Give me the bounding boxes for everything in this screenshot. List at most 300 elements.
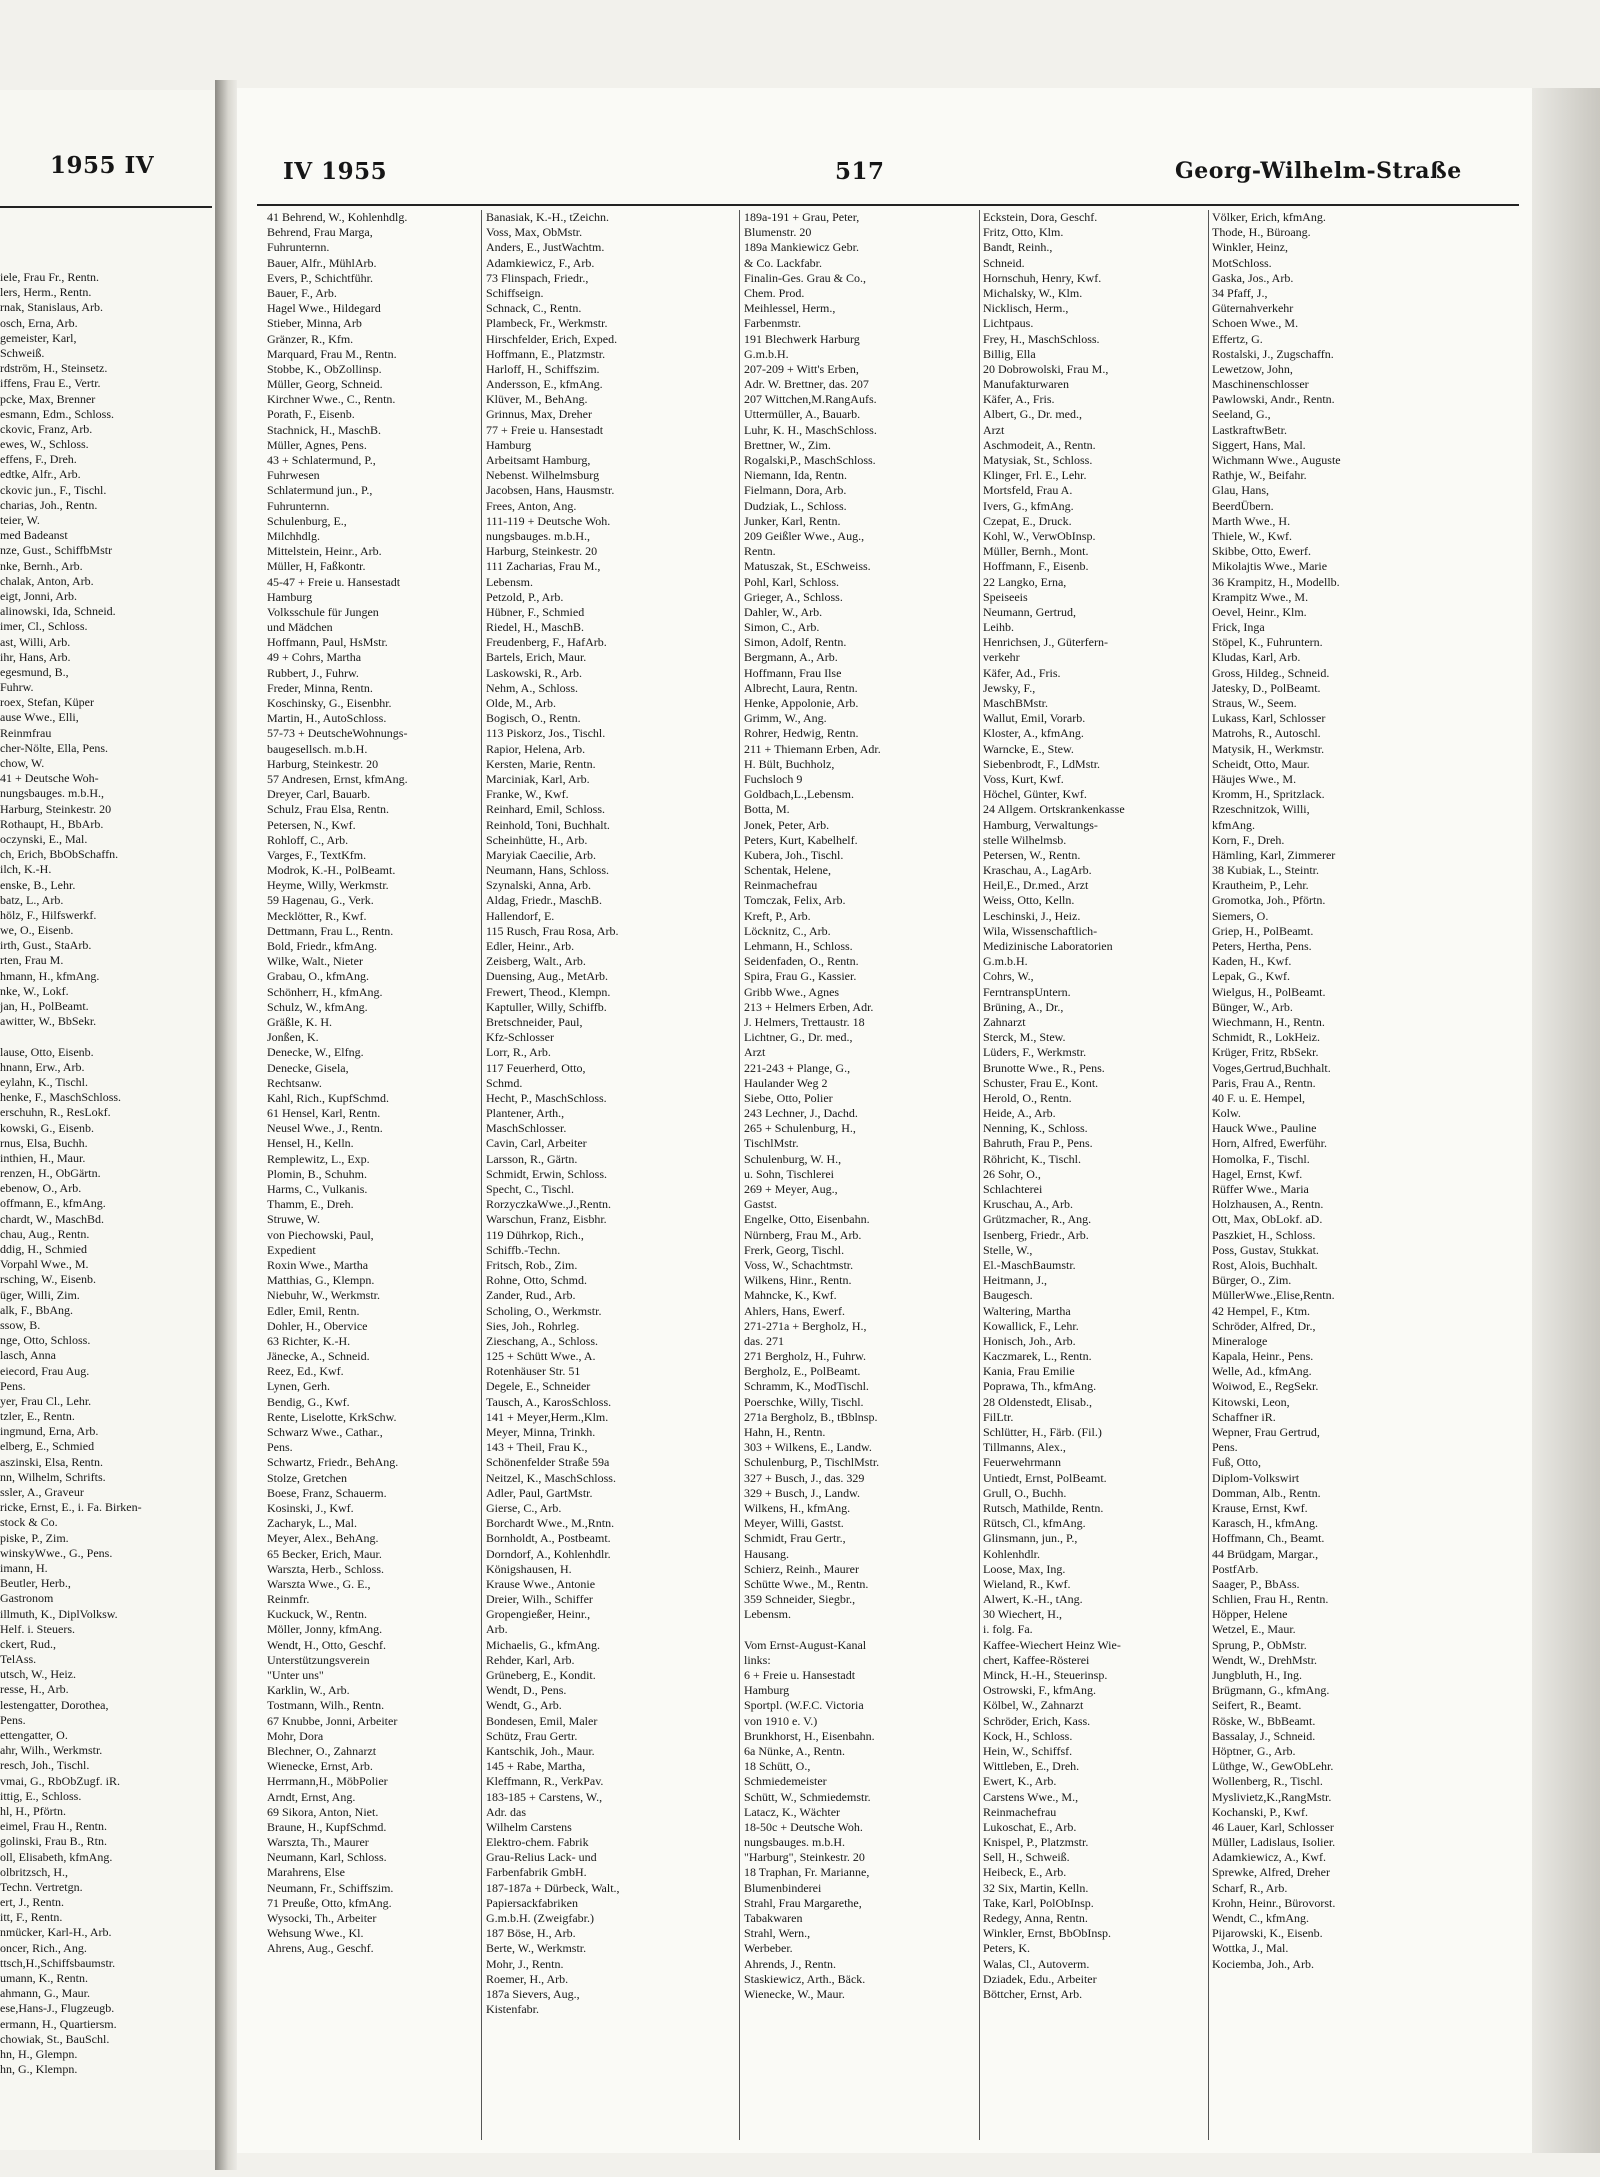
directory-entry: 43 + Schlatermund, P., [267,453,376,467]
directory-entry: 269 + Meyer, Aug., [744,1182,838,1196]
directory-entry: rsching, W., Eisenb. [0,1272,96,1287]
directory-entry: Ahrends, J., Rentn. [744,1956,836,1971]
directory-entry: alinowski, Ida, Schneid. [0,604,116,619]
directory-entry: Wila, Wissenschaftlich- [983,923,1098,938]
directory-entry: golinski, Frau B., Rtn. [0,1834,108,1849]
directory-entry: Kania, Frau Emilie [983,1364,1075,1379]
directory-entry: 65 Becker, Erich, Maur. [267,1546,382,1561]
directory-entry: edtke, Alfr., Arb. [0,467,81,482]
directory-entry: charias, Joh., Rentn. [0,497,98,512]
directory-entry: Böttcher, Ernst, Arb. [983,1986,1083,2001]
directory-entry: Hagel, Ernst, Kwf. [1212,1166,1303,1181]
directory-entry: Marciniak, Karl, Arb. [486,771,590,786]
directory-entry: Hoffmann, Frau Ilse [744,665,842,680]
directory-entry: 359 Schneider, Siegbr., [744,1592,856,1607]
directory-entry: eylahn, K., Tischl. [0,1074,89,1089]
directory-entry: Stieber, Minna, Arb [267,316,362,331]
directory-entry: Kistenfabr. [486,2002,539,2017]
directory-entry: Vorpahl Wwe., M. [0,1257,89,1272]
directory-entry: Larsson, R., Gärtn. [486,1151,578,1166]
directory-entry: Pens. [1212,1440,1238,1455]
directory-entry: Michalsky, W., Klm. [983,285,1083,300]
directory-entry: Heide, A., Arb. [983,1106,1056,1121]
directory-entry: 327 + Busch, J., das. 329 [744,1470,865,1485]
directory-entry: Bondesen, Emil, Maler [486,1713,598,1728]
directory-entry: Peters, Hertha, Pens. [1212,939,1312,953]
directory-entry: Harms, C., Vulkanis. [267,1182,368,1196]
directory-entry: illmuth, K., DiplVolksw. [0,1606,118,1621]
directory-entry: stelle Wilhelmsb. [983,832,1067,847]
directory-entry: Häujes Wwe., M. [1212,771,1297,786]
directory-entry: Thamm, E., Dreh. [267,1197,354,1212]
directory-entry: Winkler, Heinz, [1212,240,1289,255]
directory-entry: Tostmann, Wilh., Rentn. [267,1698,385,1713]
directory-entry: üger, Willi, Zim. [0,1287,80,1302]
directory-entry: Siebenbrodt, F., LdMstr. [983,756,1101,771]
directory-entry: ttsch,H.,Schiffsbaumstr. [0,1955,116,1970]
directory-entry: 211 + Thiemann Erben, Adr. [744,741,881,756]
directory-entry: Weiss, Otto, Kelln. [983,893,1075,908]
directory-entry: Schnack, C., Rentn. [486,301,582,316]
directory-column-1 [267,210,479,1957]
directory-entry: Arndt, Ernst, Ang. [267,1789,356,1804]
directory-entry: ilch, K.-H. [0,862,52,877]
directory-entry: Hecht, P., MaschSchloss. [486,1090,607,1105]
directory-entry: Ahrens, Aug., Geschf. [267,1941,374,1956]
directory-entry: oncer, Rich., Ang. [0,1940,87,1955]
directory-entry: Schulz, W., kfmAng. [267,999,368,1014]
directory-entry: Edler, Heinr., Arb. [486,939,575,953]
directory-entry: Simon, Adolf, Rentn. [744,635,847,650]
directory-entry: Lüthge, W., GewObLehr. [1212,1759,1334,1774]
directory-entry: resse, H., Arb. [0,1682,69,1697]
directory-entry: stock & Co. [0,1515,58,1530]
directory-entry: Grinnus, Max, Dreher [486,407,592,422]
directory-entry: aszinski, Elsa, Rentn. [0,1454,103,1469]
directory-entry: Fuß, Otto, [1212,1455,1262,1470]
directory-entry: Hauck Wwe., Pauline [1212,1121,1317,1136]
directory-entry: Struwe, W. [267,1212,321,1227]
directory-entry: Krause, Ernst, Kwf. [1212,1500,1308,1515]
directory-entry: Wendt, G., Arb. [486,1698,562,1713]
directory-entry: Jacobsen, Hans, Hausmstr. [486,483,615,498]
directory-entry: Gränzer, R., Kfm. [267,331,354,346]
directory-entry: Mecklötter, R., Kwf. [267,908,367,923]
directory-entry: TelAss. [0,1652,37,1667]
directory-entry: Mikolajtis Wwe., Marie [1212,559,1328,574]
directory-column-4 [983,210,1205,2002]
directory-entry: Volksschule für Jungen [267,604,379,619]
directory-entry: 44 Brüdgam, Margar., [1212,1546,1319,1561]
directory-entry: Czepat, E., Druck. [983,513,1072,528]
directory-entry: Rechtsanw. [267,1075,322,1090]
directory-entry: 329 + Busch, J., Landw. [744,1485,860,1500]
directory-entry: enske, B., Lehr. [0,877,76,892]
column-separator [1208,210,1209,2140]
directory-entry: jan, H., PolBeamt. [0,999,89,1013]
directory-entry: Hoffmann, F., Eisenb. [983,559,1089,574]
directory-entry: nungsbauges. m.b.H., [486,528,590,543]
directory-entry: effens, F., Dreh. [0,452,77,467]
directory-entry: Kaczmarek, L., Rentn. [983,1349,1092,1364]
directory-entry: Speiseeis [983,589,1028,604]
directory-entry: Mortsfeld, Frau A. [983,483,1073,498]
directory-entry: Wilkens, H., kfmAng. [744,1500,851,1515]
directory-entry: 189a Mankiewicz Gebr. [744,240,859,255]
directory-entry: Warschun, Franz, Eisbhr. [486,1212,607,1227]
directory-entry: Meyer, Minna, Trinkh. [486,1425,596,1439]
directory-entry: cher-Nölte, Ella, Pens. [0,740,109,755]
directory-entry: lasch, Anna [0,1348,56,1363]
directory-entry: Müller, Agnes, Pens. [267,437,367,452]
directory-entry: Hämling, Karl, Zimmerer [1212,847,1336,862]
directory-entry: Expedient [267,1242,316,1257]
directory-entry: Klüver, M., BehAng. [486,392,588,407]
directory-entry: Fuhrw. [0,680,34,695]
directory-entry: Poerschke, Willy, Tischl. [744,1394,864,1409]
directory-entry: Warncke, E., Stew. [983,741,1074,756]
directory-entry: Duensing, Aug., MetArb. [486,969,608,984]
directory-entry: Jewsky, F., [983,680,1036,695]
directory-entry: Riedel, H., MaschB. [486,620,584,635]
directory-entry: Siggert, Hans, Mal. [1212,437,1306,452]
directory-entry: 67 Knubbe, Jonni, Arbeiter [267,1713,398,1728]
directory-entry: 69 Sikora, Anton, Niet. [267,1804,379,1819]
directory-entry: Kruschau, A., Arb. [983,1197,1073,1212]
directory-entry: Klinger, Frl. E., Lehr. [983,468,1087,483]
directory-column-3 [744,210,976,2002]
directory-entry: 183-185 + Carstens, W., [486,1789,603,1804]
directory-entry: 119 Dührkop, Rich., [486,1227,584,1242]
directory-entry: Rütsch, Cl., kfmAng. [983,1516,1086,1531]
directory-entry: Kosinski, J., Kwf. [267,1500,354,1515]
directory-entry: 57-73 + DeutscheWohnungs- [267,726,408,741]
directory-entry: imann, H. [0,1560,48,1575]
directory-entry: 191 Blechwerk Harburg [744,331,860,346]
directory-entry: Niebuhr, W., Werkmstr. [267,1288,380,1303]
directory-entry: ahmann, G., Maur. [0,1986,90,2001]
directory-entry: hölz, F., Hilfswerkf. [0,907,97,922]
directory-entry: Schentak, Helene, [744,863,831,878]
directory-entry: Kraschau, A., LagArb. [983,863,1092,878]
directory-entry: Warszta Wwe., G. E., [267,1576,371,1591]
directory-entry: Fuhrunternn. [267,498,330,513]
directory-entry: 111-119 + Deutsche Woh. [486,513,611,528]
directory-entry: Stachnick, H., MaschB. [267,422,381,437]
directory-entry: Lukoschat, E., Arb. [983,1819,1077,1834]
directory-entry: 40 F. u. E. Hempel, [1212,1090,1306,1105]
directory-entry: Pawlowski, Andr., Rentn. [1212,392,1335,407]
directory-entry: Degele, E., Schneider [486,1379,591,1394]
directory-entry: Grüneberg, E., Kondit. [486,1668,596,1682]
directory-entry: Stöpel, K., Fuhruntern. [1212,635,1323,650]
directory-entry: Szynalski, Anna, Arb. [486,878,591,893]
directory-entry: Poprawa, Th., kfmAng. [983,1379,1097,1394]
directory-entry: Harburg, Steinkestr. 20 [0,801,112,816]
directory-entry: Hagel Wwe., Hildegard [267,301,381,316]
directory-entry: Goldbach,L.,Lebensm. [744,787,854,802]
directory-entry: Nürnberg, Frau M., Arb. [744,1227,862,1242]
directory-entry: ricke, Ernst, E., i. Fa. Birken- [0,1500,142,1515]
directory-entry: Sies, Joh., Rohrleg. [486,1318,580,1333]
directory-entry: Freder, Minna, Rentn. [267,680,373,695]
directory-entry: Harburg, Steinkestr. 20 [267,756,379,771]
directory-entry: Scheidt, Otto, Maur. [1212,756,1310,771]
directory-entry: Schulenburg, P., TischlMstr. [744,1455,880,1470]
directory-entry: Zahnarzt [983,1014,1026,1029]
directory-entry: Brügmann, G., kfmAng. [1212,1683,1330,1698]
directory-entry: Blumenstr. 20 [744,225,812,240]
directory-entry: ause Wwe., Elli, [0,710,79,725]
directory-entry: Nehm, A., Schloss. [486,680,579,695]
directory-entry: 73 Flinspach, Friedr., [486,270,589,285]
directory-entry: Feuerwehrmann [983,1455,1061,1470]
directory-entry: Fritz, Otto, Klm. [983,225,1064,240]
directory-entry: Henke, Appolonie, Arb. [744,696,859,710]
directory-entry: Marth Wwe., H. [1212,513,1291,528]
directory-entry: G.m.b.H. (Zweigfabr.) [486,1911,594,1925]
directory-entry: 36 Krampitz, H., Modellb. [1212,574,1340,589]
directory-entry: henke, F., MaschSchloss. [0,1090,122,1105]
book-gutter [215,80,237,2170]
directory-entry: RorzyczkaWwe.,J.,Rentn. [486,1197,611,1212]
directory-entry: olbritzsch, H., [0,1864,68,1879]
directory-entry: Pens. [267,1440,293,1455]
directory-entry: El.-MaschBaumstr. [983,1257,1076,1272]
directory-entry: Kubera, Joh., Tischl. [744,847,844,862]
directory-entry: Tausch, A., KarosSchloss. [486,1394,612,1409]
directory-entry: piske, P., Zim. [0,1530,69,1545]
directory-entry: Wieland, R., Kwf. [983,1576,1071,1591]
directory-entry: Wottka, J., Mal. [1212,1941,1289,1956]
directory-entry: Kersten, Marie, Rentn. [486,756,596,771]
directory-entry: Werbeber. [744,1941,793,1956]
directory-entry: Plantener, Arth., [486,1106,565,1121]
directory-entry: Wallut, Emil, Vorarb. [983,711,1086,726]
directory-entry: Paszkiet, H., Schloss. [1212,1227,1316,1242]
directory-entry: ckert, Rud., [0,1636,56,1651]
directory-entry: Heibeck, E., Arb. [983,1865,1067,1880]
directory-entry: Schuster, Frau E., Kont. [983,1075,1099,1090]
directory-entry [744,1622,976,1637]
directory-entry: "Harburg", Steinkestr. 20 [744,1850,865,1865]
directory-entry: Völker, Erich, kfmAng. [1212,210,1326,224]
directory-entry: Scharf, R., Arb. [1212,1880,1288,1895]
directory-entry: Franke, W., Kwf. [486,787,569,802]
directory-entry: ast, Willi, Arb. [0,634,71,649]
directory-entry: Medizinische Laboratorien [983,939,1113,953]
directory-entry: Adr. W. Brettner, das. 207 [744,377,869,392]
directory-entry: 115 Rusch, Frau Rosa, Arb. [486,923,619,938]
directory-entry: Brettner, W., Zim. [744,437,831,452]
directory-entry: Hamburg [486,437,532,452]
directory-entry: Chem. Prod. [744,285,805,300]
directory-entry: nn, Wilhelm, Schrifts. [0,1469,106,1484]
directory-entry: rnak, Stanislaus, Arb. [0,300,103,315]
directory-entry: baugesellsch. m.b.H. [267,741,368,756]
directory-entry: Höchel, Günter, Kwf. [983,787,1087,802]
directory-column-5 [1212,210,1444,1972]
column-separator [481,210,482,2140]
directory-entry: Schneid. [983,255,1025,270]
directory-entry: Schlatermund jun., P., [267,483,373,498]
directory-entry: Rostalski, J., Zugschaffn. [1212,346,1334,361]
directory-entry: Hirschfelder, Erich, Exped. [486,331,618,346]
directory-entry: Matuszak, St., ESchweiss. [744,559,871,574]
directory-entry: 209 Geißler Wwe., Aug., [744,528,865,543]
directory-entry: Freudenberg, F., HafArb. [486,635,607,650]
directory-entry: Matysik, H., Werkmstr. [1212,741,1325,756]
directory-entry: Neumann, Hans, Schloss. [486,863,609,878]
directory-entry: Dziadek, Edu., Arbeiter [983,1971,1097,1986]
directory-entry: Voss, Max, ObMstr. [486,225,583,240]
directory-entry: Hein, W., Schiffsf. [983,1743,1073,1758]
directory-entry: Dettmann, Frau L., Rentn. [267,923,394,938]
directory-entry: MaschBMstr. [983,696,1049,710]
directory-entry: Finalin-Ges. Grau & Co., [744,270,866,285]
directory-entry: Herold, O., Rentn. [983,1090,1072,1105]
directory-entry: Höpper, Helene [1212,1607,1288,1622]
directory-entry: Zeisberg, Walt., Arb. [486,954,586,969]
directory-entry: Frerk, Georg, Tischl. [744,1242,845,1257]
directory-entry: winskyWwe., G., Pens. [0,1545,113,1560]
directory-entry: Jänecke, A., Schneid. [267,1349,370,1364]
directory-entry: Reinhold, Toni, Buchhalt. [486,817,610,832]
directory-entry: 213 + Helmers Erben, Adr. [744,999,874,1014]
directory-entry: eimel, Frau H., Rentn. [0,1819,107,1834]
directory-entry: Lichtpaus. [983,316,1034,331]
directory-entry: Schlachterei [983,1182,1043,1196]
directory-entry: Eckstein, Dora, Geschf. [983,210,1098,224]
directory-entry: FerntranspUntern. [983,984,1071,999]
directory-entry: nze, Gust., SchiffbMstr [0,543,113,558]
directory-entry: Untiedt, Ernst, PolBeamt. [983,1470,1107,1485]
directory-entry: 41 + Deutsche Woh- [0,771,99,786]
directory-entry: Dorndorf, A., Kohlenhdlr. [486,1546,611,1561]
directory-entry: Hübner, F., Schmied [486,604,585,619]
directory-entry: ert, J., Rentn. [0,1895,64,1910]
directory-entry: ckovic jun., F., Tischl. [0,482,107,497]
directory-entry: 71 Preuße, Otto, kfmAng. [267,1895,392,1910]
directory-entry: Remplewitz, L., Exp. [267,1151,370,1166]
directory-entry: Grabau, O., kfmAng. [267,969,369,984]
directory-entry: Junker, Karl, Rentn. [744,513,841,528]
directory-entry: Müller, Georg, Schneid. [267,377,383,392]
directory-entry: Thode, H., Büroang. [1212,225,1311,240]
directory-entry: Rüffer Wwe., Maria [1212,1182,1309,1196]
directory-entry: Kleffmann, R., VerkPav. [486,1774,604,1789]
directory-entry: Michaelis, G., kfmAng. [486,1637,600,1652]
directory-entry: Anders, E., JustWachtm. [486,240,605,255]
directory-entry: Rotenhäuser Str. 51 [486,1364,581,1379]
directory-entry: 187-187a + Dürbeck, Walt., [486,1880,620,1895]
directory-entry: u. Sohn, Tischlerei [744,1166,835,1181]
directory-entry: Wilkens, Hinr., Rentn. [744,1273,852,1288]
directory-entry: Blumenbinderei [744,1880,822,1895]
directory-entry: ingmund, Erna, Arb. [0,1424,99,1439]
directory-entry: utsch, W., Heiz. [0,1667,76,1682]
directory-entry: lers, Herm., Rentn. [0,285,92,300]
directory-entry: Königshausen, H. [486,1561,572,1576]
directory-entry: ahr, Wilh., Werkmstr. [0,1743,103,1758]
directory-entry: Lewetzow, John, [1212,361,1293,376]
directory-entry: Staskiewicz, Arth., Bäck. [744,1971,866,1986]
directory-entry: Löcknitz, C., Arb. [744,923,831,938]
directory-entry: Mohr, Dora [267,1728,324,1743]
directory-entry: Kapala, Heinr., Pens. [1212,1349,1314,1364]
directory-entry: ddig, H., Schmied [0,1242,87,1256]
directory-entry: Lüders, F., Werkmstr. [983,1045,1087,1060]
directory-entry: Gräßle, K. H. [267,1014,332,1029]
directory-entry: Ott, Max, ObLokf. aD. [1212,1212,1323,1227]
column-separator [739,210,740,2140]
directory-entry: Holzhausen, A., Rentn. [1212,1197,1324,1212]
directory-entry: Berte, W., Werkmstr. [486,1941,587,1956]
directory-entry: Fuhrwesen [267,468,320,483]
left-header-rule [0,206,212,208]
directory-entry: 265 + Schulenburg, H., [744,1121,856,1136]
directory-entry: Reinmachefrau [983,1804,1057,1819]
directory-entry: Wiechmann, H., Rentn. [1212,1014,1325,1029]
directory-entry: Koschinsky, G., Eisenbhr. [267,696,392,710]
directory-entry: 207 Wittchen,M.RangAufs. [744,392,877,407]
directory-entry: Isenberg, Friedr., Arb. [983,1227,1089,1242]
directory-entry: 24 Allgem. Ortskrankenkasse [983,802,1125,817]
directory-entry: Reinhard, Emil, Schloss. [486,802,605,817]
directory-entry: pcke, Max, Brenner [0,391,96,406]
directory-entry: Hallendorf, E. [486,908,555,923]
directory-entry: Albrecht, Laura, Rentn. [744,680,858,695]
directory-entry: Heyme, Willy, Werkmstr. [267,878,389,893]
directory-entry: Griep, H., PolBeamt. [1212,923,1314,938]
directory-entry: nungsbauges. m.b.H., [0,786,104,801]
directory-entry: Loose, Max, Ing. [983,1561,1066,1576]
directory-entry: Hensel, H., Kelln. [267,1136,354,1151]
directory-entry: Nenning, K., Schloss. [983,1121,1088,1136]
directory-entry: 28 Oldenstedt, Elisab., [983,1394,1092,1409]
directory-entry: Ivers, G., kfmAng. [983,498,1074,513]
directory-entry: Wilke, Walt., Nieter [267,954,363,969]
directory-entry: Cohrs, W., [983,969,1034,984]
directory-entry: Sportpl. (W.F.C. Victoria [744,1698,864,1713]
directory-entry: Kolw. [1212,1106,1241,1121]
directory-entry: Hahn, H., Rentn. [744,1425,826,1439]
directory-entry: Schramm, K., ModTischl. [744,1379,869,1394]
directory-entry: Krohn, Heinr., Bürovorst. [1212,1895,1336,1910]
directory-entry: lestengatter, Dorothea, [0,1697,109,1712]
directory-entry: Helf. i. Steuers. [0,1621,75,1636]
directory-entry: 271 Bergholz, H., Fuhrw. [744,1349,866,1364]
directory-entry: nge, Otto, Schloss. [0,1333,91,1348]
directory-entry: Baugesch. [983,1288,1033,1303]
directory-entry: Wendt, H., Otto, Geschf. [267,1637,387,1652]
directory-entry: Schönherr, H., kfmAng. [267,984,383,999]
street-name-header: Georg-Wilhelm-Straße [1175,158,1462,184]
directory-entry: Gromotka, Joh., Pförtn. [1212,893,1326,908]
directory-entry: 18 Schütt, O., [744,1759,811,1774]
directory-entry: chardt, W., MaschBd. [0,1211,104,1226]
directory-entry: irth, Gust., StaArb. [0,938,92,953]
directory-entry: Warszta, Herb., Schloss. [267,1561,385,1576]
directory-entry: Schweiß. [0,345,45,360]
directory-entry: Voges,Gertrud,Buchhalt. [1212,1060,1331,1075]
directory-entry: Jungbluth, H., Ing. [1212,1668,1302,1682]
directory-entry: hmann, H., kfmAng. [0,968,100,983]
directory-entry: Stobbe, K., ObZollinsp. [267,361,382,376]
directory-entry: Vom Ernst-August-Kanal [744,1637,867,1652]
directory-entry: Rohne, Otto, Schmd. [486,1273,587,1288]
directory-entry: 145 + Rabe, Martha, [486,1759,586,1774]
